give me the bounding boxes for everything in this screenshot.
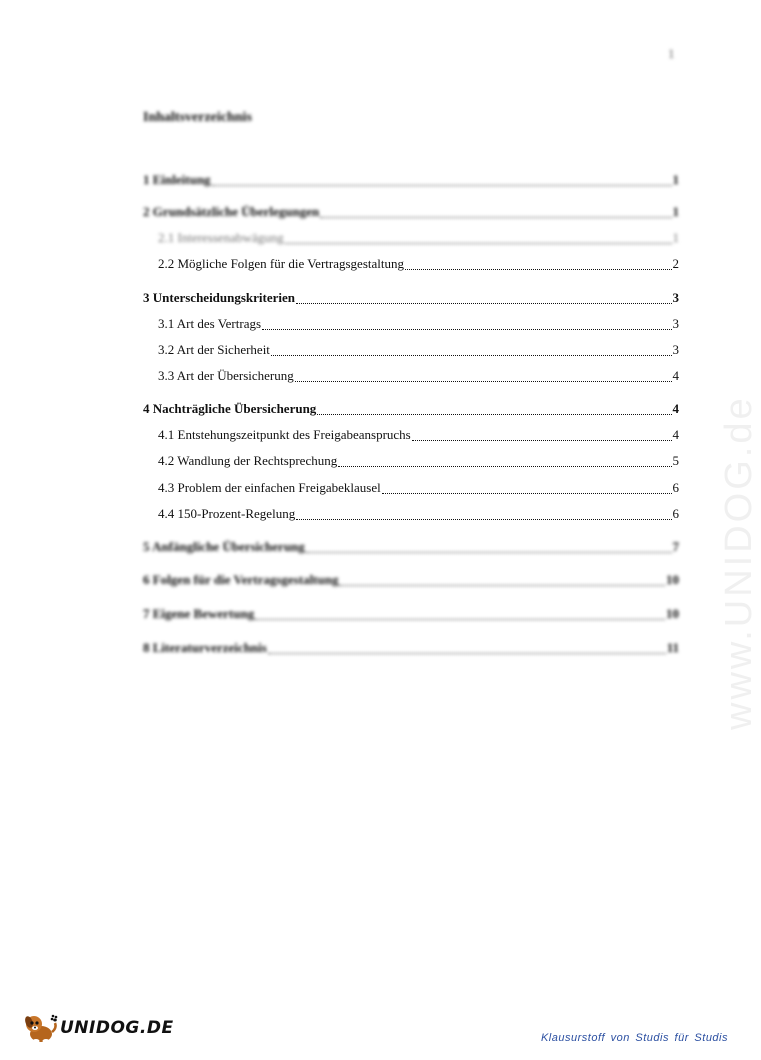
toc-leader-dots [212, 179, 672, 186]
toc-title: Inhaltsverzeichnis [143, 110, 252, 125]
toc-leader-dots [405, 263, 672, 270]
logo-text: UNIDOG.DE [60, 1018, 174, 1038]
toc-leader-dots [285, 237, 672, 244]
toc-entry-4-3 [158, 478, 679, 498]
toc-entry-label: 3.1 Art des Vertrags [158, 316, 262, 331]
toc-entry-label: 2.2 Mögliche Folgen für die Vertragsgestaltung [158, 256, 404, 271]
toc-entry-3-3 [158, 366, 679, 386]
toc-entry-label: 4.3 Problem der einfachen Freigabeklausel [158, 480, 381, 495]
toc-leader-dots [339, 579, 665, 586]
toc-entry-page: 4 [672, 368, 679, 383]
toc-leader-dots [271, 349, 672, 356]
toc-entry-4-2 [158, 451, 679, 471]
toc-entry-page: 1 [672, 204, 679, 219]
toc-entry-page: 11 [666, 640, 679, 655]
toc-entry-2-1 [158, 228, 679, 248]
toc-leader-dots [255, 613, 665, 620]
toc-leader-dots [412, 434, 672, 441]
toc-leader-dots [382, 487, 672, 494]
toc-entry-page: 10 [666, 606, 679, 621]
toc-leader-dots [296, 297, 671, 304]
toc-entry-page: 10 [666, 572, 679, 587]
toc-entry-label: 2.1 Interessenabwägung [158, 230, 284, 245]
toc-entry-label: 4.2 Wandlung der Rechtsprechung [158, 453, 338, 468]
toc-entry-2 [143, 202, 679, 222]
toc-leader-dots [262, 323, 671, 330]
toc-entry-page: 1 [672, 172, 679, 187]
toc-entry-label: 2 Grundsätzliche Überlegungen [143, 204, 320, 219]
toc-entry-2-2 [158, 254, 679, 274]
toc-leader-dots [338, 460, 671, 467]
toc-entry-label: 3.2 Art der Sicherheit [158, 342, 270, 357]
toc-entry-page: 3 [672, 342, 679, 357]
toc-entry-3 [143, 288, 679, 308]
toc-leader-dots [296, 513, 671, 520]
toc-leader-dots [317, 408, 671, 415]
toc-entry-label: 3.3 Art der Übersicherung [158, 368, 294, 383]
toc-entry-1 [143, 170, 679, 190]
watermark: www.UNIDOG.de [718, 395, 760, 730]
toc-entry-page: 7 [672, 539, 679, 554]
toc-entry-page: 2 [672, 256, 679, 271]
toc-entry-label: 5 Anfängliche Übersicherung [143, 539, 305, 554]
toc-entry-label: 4 Nachträgliche Übersicherung [143, 401, 317, 416]
toc-leader-dots [306, 546, 672, 553]
footer-tagline: Klausurstoff von Studis für Studis [540, 1032, 728, 1044]
footer-logo [22, 1010, 174, 1046]
toc-entry-6 [143, 570, 679, 590]
toc-entry-page: 6 [672, 480, 679, 495]
toc-entry-page: 3 [672, 316, 679, 331]
toc-entry-3-2 [158, 340, 679, 360]
toc-entry-page: 1 [672, 230, 679, 245]
toc-entry-label: 7 Eigene Bewertung [143, 606, 255, 621]
toc-entry-page: 5 [672, 453, 679, 468]
toc-entry-4-4 [158, 504, 679, 524]
toc-entry-7 [143, 604, 679, 624]
page-number: 1 [668, 46, 675, 61]
toc-entry-label: 4.1 Entstehungszeitpunkt des Freigabeanspruchs [158, 427, 411, 442]
toc-leader-dots [268, 647, 666, 654]
dog-mascot-icon [22, 1010, 58, 1046]
toc-entry-page: 3 [672, 290, 679, 305]
toc-entry-4-1 [158, 425, 679, 445]
toc-entry-3-1 [158, 314, 679, 334]
toc-entry-page: 4 [672, 427, 679, 442]
toc-entry-8 [143, 638, 679, 658]
toc-entry-4 [143, 399, 679, 419]
toc-leader-dots [320, 211, 671, 218]
toc-entry-label: 1 Einleitung [143, 172, 211, 187]
toc-leader-dots [295, 375, 672, 382]
toc-entry-5 [143, 537, 679, 557]
toc-entry-label: 4.4 150-Prozent-Regelung [158, 506, 296, 521]
toc-entry-page: 4 [672, 401, 679, 416]
toc-entry-label: 3 Unterscheidungskriterien [143, 290, 296, 305]
toc-entry-label: 8 Literaturverzeichnis [143, 640, 267, 655]
toc-entry-page: 6 [672, 506, 679, 521]
toc-entry-label: 6 Folgen für die Vertragsgestaltung [143, 572, 339, 587]
